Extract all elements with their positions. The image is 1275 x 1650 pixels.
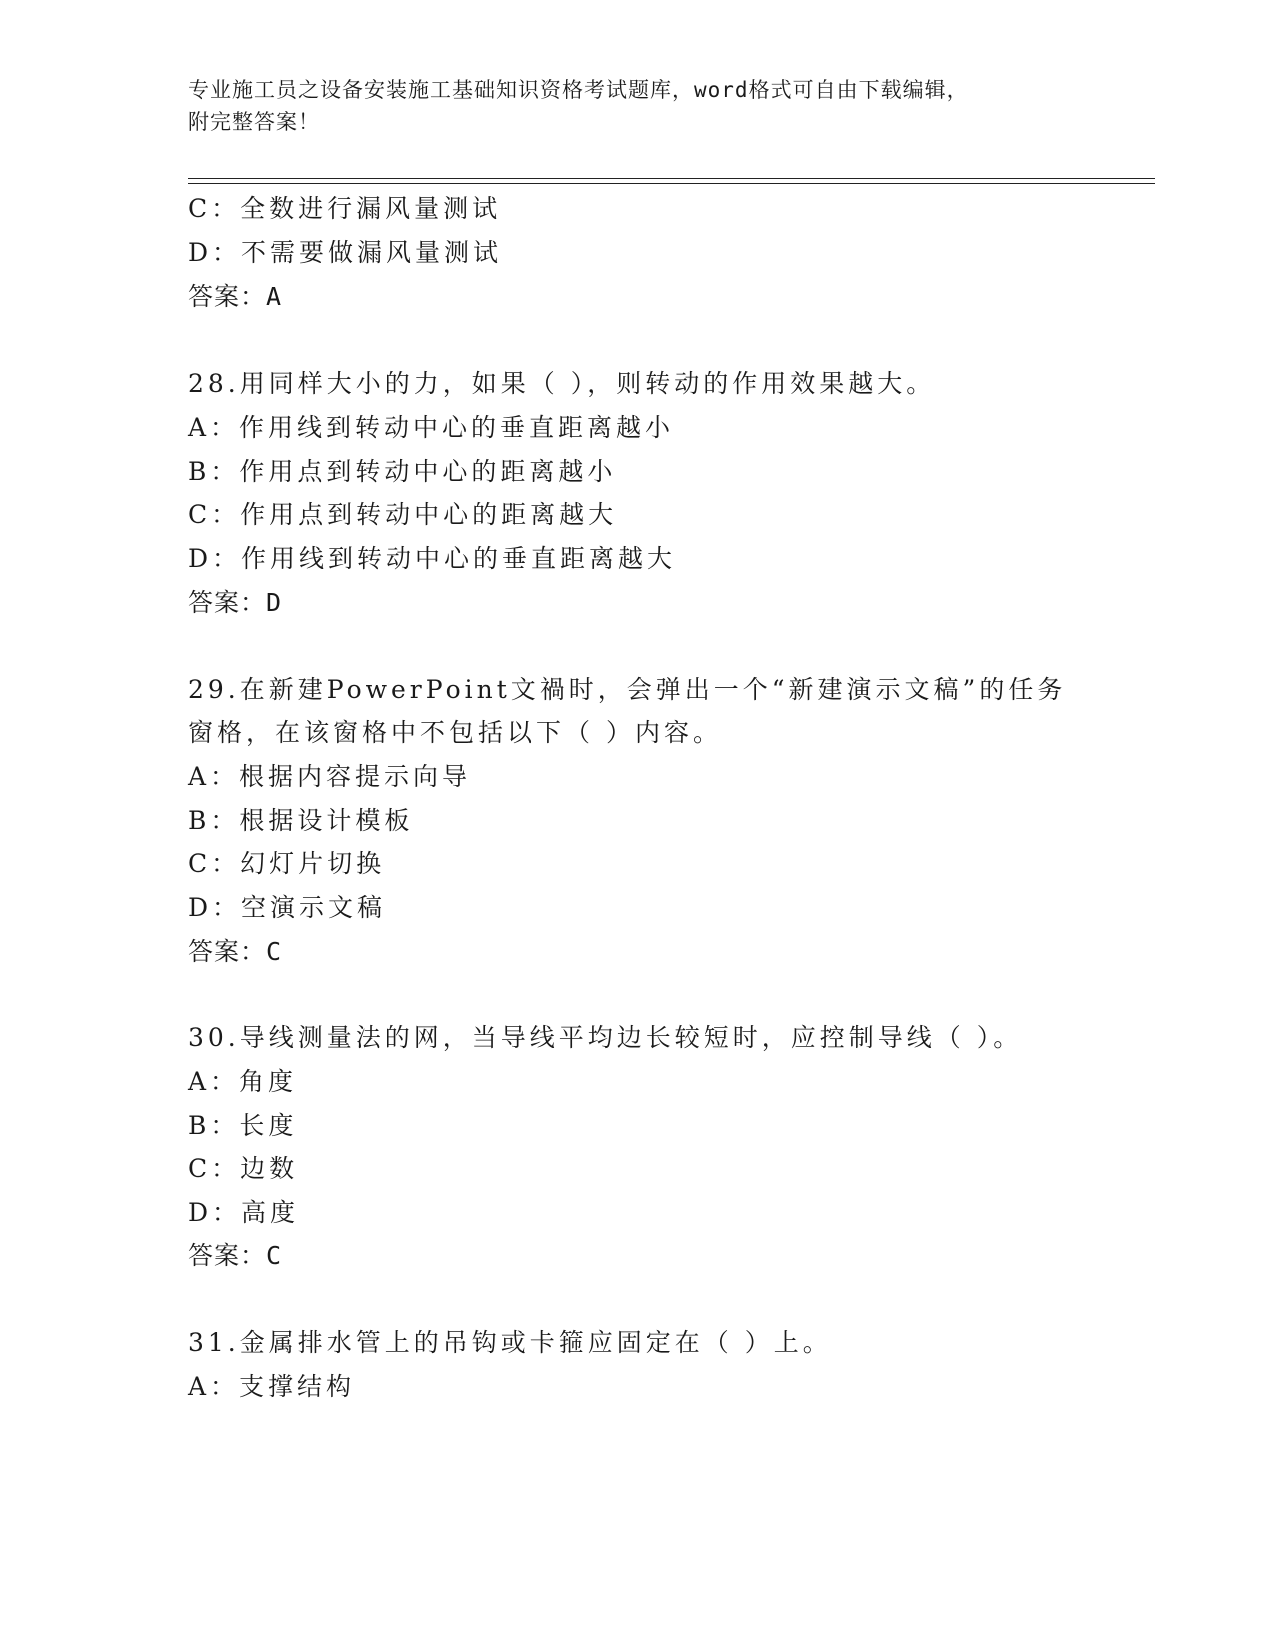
q30-option-a: A：角度: [188, 1067, 298, 1096]
q28-option-c: C：作用点到转动中心的距离越大: [188, 500, 618, 529]
header-line-2: 附完整答案！: [188, 110, 320, 134]
header-line-1: 专业施工员之设备安装施工基础知识资格考试题库，word格式可自由下载编辑，: [188, 78, 969, 102]
q29-answer: 答案：C: [188, 937, 283, 966]
q31-option-a: A：支撑结构: [188, 1372, 356, 1401]
header-divider-bottom: [188, 183, 1155, 184]
prev-option-c: C：全数进行漏风量测试: [188, 194, 502, 223]
header-divider-top: [188, 178, 1155, 179]
q29-option-a: A：根据内容提示向导: [188, 762, 472, 791]
prev-option-d: D：不需要做漏风量测试: [188, 238, 503, 267]
q30-answer: 答案：C: [188, 1241, 283, 1270]
prev-answer: 答案：A: [188, 282, 283, 311]
q29-stem-line-2: 窗格，在该窗格中不包括以下（ ）内容。: [188, 718, 722, 747]
q28-option-d: D：作用线到转动中心的垂直距离越大: [188, 544, 677, 573]
q29-stem-line-1: 29.在新建PowerPoint文禍时，会弹出一个“新建演示文稿”的任务: [188, 675, 1067, 704]
q28-option-b: B：作用点到转动中心的距离越小: [188, 457, 617, 486]
q30-option-d: D：高度: [188, 1198, 300, 1227]
q30-option-b: B：长度: [188, 1111, 298, 1140]
q30-option-c: C：边数: [188, 1154, 299, 1183]
q28-answer: 答案：D: [188, 588, 283, 617]
q31-stem: 31.金属排水管上的吊钩或卡箍应固定在（ ）上。: [188, 1328, 832, 1357]
q28-option-a: A：作用线到转动中心的垂直距离越小: [188, 413, 675, 442]
document-header: [188, 74, 1068, 138]
q29-option-c: C：幻灯片切换: [188, 849, 386, 878]
q29-option-d: D：空演示文稿: [188, 893, 387, 922]
q28-stem: 28.用同样大小的力，如果（ ），则转动的作用效果越大。: [188, 369, 936, 398]
q30-stem: 30.导线测量法的网，当导线平均边长较短时，应控制导线（ ）。: [188, 1023, 1023, 1052]
q29-option-b: B：根据设计模板: [188, 806, 414, 835]
